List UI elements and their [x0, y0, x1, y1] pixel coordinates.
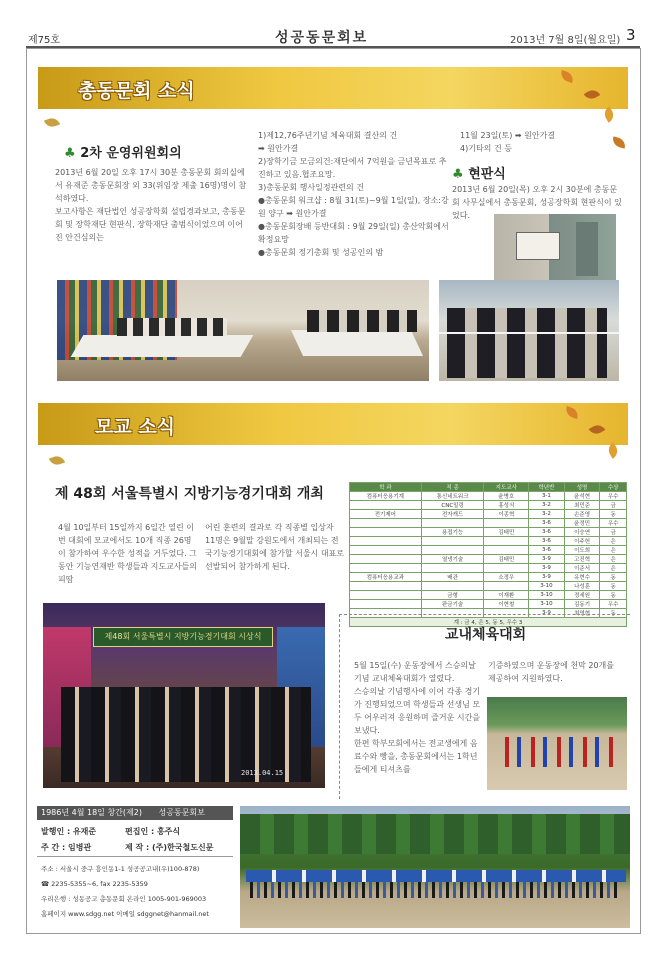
- attendees-left: [117, 318, 227, 336]
- table-row: [350, 546, 627, 555]
- table-row: [350, 582, 627, 591]
- trees: [240, 814, 630, 854]
- masthead-editor: 편집인 : 홍주식: [125, 827, 181, 836]
- article-committee-col3: 11월 23일(토) ➡ 원안가결 4)기타의 건 등: [460, 131, 556, 153]
- article-skills-col1: 4월 10일부터 15일까지 6일간 열린 이번 대회에 모교에서도 10개 직종 26명이 참가하여 우수한 성적을 거두었다. 그 동안 기능연재반 학생들과 지도교사들의 피땀: [58, 523, 198, 584]
- table-cell: 김태민: [484, 528, 529, 537]
- table-cell: 유현수: [564, 573, 600, 582]
- award-winners: [61, 687, 311, 782]
- table-cell: [350, 501, 422, 510]
- table-cell: 금: [600, 501, 627, 510]
- section-title-alumni: 총동문회 소식: [78, 80, 195, 102]
- masthead-name: 성공동문회보: [158, 808, 205, 817]
- table-cell: 동: [600, 582, 627, 591]
- table-cell: 나성훈: [564, 582, 600, 591]
- clover-icon: ♣: [452, 167, 464, 182]
- table-cell: 3-9: [529, 564, 565, 573]
- table-cell: 배관: [421, 573, 484, 582]
- table-cell: 윤석현: [564, 492, 600, 501]
- table-cell: 3-9: [529, 609, 565, 618]
- table-cell: [350, 600, 422, 609]
- article-committee-col1: 2013년 6월 20일 오후 17시 30분 총동문회 회의실에서 유재준 총동문회장 외 33(위임장 제출 16명)명이 참석하였다. 보고사항은 재단법인 성공장학회 설립경과보고, 총동문회 및 장학재단 현판식, 장학재단 출범식이었으며 이어진 안건심의는: [55, 168, 247, 242]
- table-cell: 소정우: [484, 573, 529, 582]
- masthead-maker: 제 작 : (주)한국철도신문: [125, 843, 214, 852]
- results-table-header: [350, 483, 627, 492]
- clover-icon: ♣: [64, 146, 76, 161]
- table-row: [350, 555, 627, 564]
- table-cell: [350, 555, 422, 564]
- table-cell: 우수: [600, 492, 627, 501]
- table-cell: [421, 519, 484, 528]
- table-cell: 3-10: [529, 600, 565, 609]
- results-col-header: 성명: [564, 483, 600, 492]
- results-table-footer: 계 : 금 4, 은 5, 동 5, 우수 3: [350, 618, 627, 627]
- masthead-divider: [37, 856, 233, 857]
- photo-award-ceremony: [43, 603, 325, 788]
- table-cell: 3-9: [529, 573, 565, 582]
- table-cell: 손준영: [564, 510, 600, 519]
- table-cell: 김동기: [564, 600, 600, 609]
- table-cell: 전자캐드: [421, 510, 484, 519]
- table-cell: 우수: [600, 519, 627, 528]
- table-cell: 동: [600, 510, 627, 519]
- players: [495, 737, 619, 767]
- crowd: [250, 882, 620, 898]
- photo-plaque: [494, 214, 616, 282]
- page-number: 3: [626, 26, 636, 44]
- table-cell: 3-6: [529, 528, 565, 537]
- article-sports-col2: 기증하였으며 운동장에 천막 20개를 제공하여 지원하였다.: [488, 661, 614, 683]
- table-cell: 용접기능: [421, 528, 484, 537]
- table-cell: [350, 537, 422, 546]
- table-cell: [350, 591, 422, 600]
- table-row: [350, 600, 627, 609]
- ribbon: [439, 332, 619, 334]
- table-row: [350, 501, 627, 510]
- table-cell: CNC밀링: [421, 501, 484, 510]
- table-cell: [350, 582, 422, 591]
- meeting-table-left: [71, 335, 254, 357]
- table-cell: [484, 582, 529, 591]
- photo-date-stamp: 2013.04.15: [241, 769, 284, 777]
- table-cell: 이현철: [484, 600, 529, 609]
- plaque-sign: [516, 232, 560, 260]
- table-cell: 전기제어: [350, 510, 422, 519]
- table-cell: [421, 537, 484, 546]
- table-cell: 금: [600, 528, 627, 537]
- table-cell: 은: [600, 537, 627, 546]
- table-cell: 3-1: [529, 492, 565, 501]
- masthead-founded: 1986년 4월 18일 창간(제2): [41, 808, 142, 817]
- article-committee-col2: 1)제12,76주년기념 체육대회 결산의 건 ➡ 원안가결 2)장학기금 모금의건:재단에서 7억원을 금년목표로 추진하고 있음.협조요망. 3)총동문회 행사일정관련의 건 ●총동문회 워크샵 : 8월 31(토)~9월 1일(일), 장소:강원 양구 ➡ 원안가결 ●총동문회장배 등반대회 : 9월 29일(일) 총산악회에서 확정요망 ●총동문회 정기총회 및 성공인의 밤: [258, 131, 449, 257]
- table-cell: [484, 519, 529, 528]
- table-cell: 이종혁: [484, 510, 529, 519]
- table-row: [350, 519, 627, 528]
- table-row: [350, 591, 627, 600]
- results-table: [349, 482, 627, 627]
- table-cell: 동: [600, 573, 627, 582]
- table-cell: [484, 537, 529, 546]
- table-cell: 3-9: [529, 555, 565, 564]
- table-cell: [350, 528, 422, 537]
- table-cell: [484, 564, 529, 573]
- results-col-header: 학년반: [529, 483, 565, 492]
- table-row: [350, 528, 627, 537]
- results-table-wrap: [349, 482, 627, 627]
- table-cell: 동: [600, 609, 627, 618]
- table-cell: 이재환: [484, 591, 529, 600]
- table-row: [350, 492, 627, 501]
- table-cell: 이주헌: [564, 537, 600, 546]
- table-cell: 3-2: [529, 501, 565, 510]
- results-col-header: 지도교사: [484, 483, 529, 492]
- table-cell: 컴퓨터응용기계: [350, 492, 422, 501]
- table-row: [350, 510, 627, 519]
- table-cell: 3-10: [529, 582, 565, 591]
- issue-date: 2013년 7월 8일(월요일): [510, 35, 621, 46]
- table-cell: 3-10: [529, 591, 565, 600]
- masthead-publisher: 발행인 : 유재준: [41, 827, 97, 836]
- photo-meeting: [57, 280, 429, 381]
- table-cell: [350, 519, 422, 528]
- table-cell: 3-6: [529, 537, 565, 546]
- article-heading-plaque: ♣ 현판식: [452, 167, 506, 182]
- table-cell: 열냉기술: [421, 555, 484, 564]
- article-heading-sports: 교내체육대회: [445, 627, 527, 643]
- table-row: [350, 537, 627, 546]
- ceremony-banner: 제48회 서울특별시 지방기능경기대회 시상식: [93, 627, 273, 647]
- table-cell: 우수: [600, 600, 627, 609]
- table-cell: 3-2: [529, 510, 565, 519]
- paper-name: 성공동문회보: [275, 30, 369, 46]
- article-plaque-body: 2013년 6월 20일(목) 오후 2시 30분에 총동문회 사무실에서 총동문회, 성공장학회 현판식이 있었다.: [452, 185, 622, 220]
- table-cell: 이준서: [564, 564, 600, 573]
- table-cell: 은: [600, 546, 627, 555]
- table-cell: 3-6: [529, 546, 565, 555]
- results-col-header: 학 과: [350, 483, 422, 492]
- issue-number: 제75호: [28, 35, 61, 46]
- masthead-contact: 주소 : 서울시 중구 흥인동1-1 성공공고내(우)100-878) ☎ 2235-5355~6, fax 2235-5359 우리은행 : 성동공고 총동문회 온라인 1005-901-969003 홈페이지 www.sdgg.net 이메일 sdggnet@hanmail.net: [41, 865, 209, 918]
- table-cell: 컴퓨터응용교과: [350, 573, 422, 582]
- table-cell: 윤병호: [484, 492, 529, 501]
- table-cell: 정세원: [564, 591, 600, 600]
- table-cell: [350, 564, 422, 573]
- table-cell: 고진혁: [564, 555, 600, 564]
- results-col-header: 수상: [600, 483, 627, 492]
- article-skills-col2: 어린 훈련의 결과로 각 직종별 입상자 11명은 9월말 강원도에서 개최되는 전국기능경기대회에 참가할 서울시 대표로 선발되어 참가하게 된다.: [205, 523, 345, 571]
- article-heading-skills: 제 48회 서울특별시 지방기능경기대회 개최: [55, 486, 324, 502]
- table-cell: [350, 546, 422, 555]
- table-cell: 판금기술: [421, 600, 484, 609]
- results-col-header: 직 종: [421, 483, 484, 492]
- table-cell: [484, 546, 529, 555]
- photo-sports-game: [487, 697, 627, 790]
- masthead-bar: [37, 806, 233, 820]
- tents: [246, 870, 626, 882]
- section-title-school: 모교 소식: [95, 416, 176, 438]
- table-row: [350, 573, 627, 582]
- photo-sports-field: [240, 806, 630, 928]
- masthead-chief: 주 간 : 임병관: [41, 843, 92, 852]
- photo-ribbon-cutting: [439, 280, 619, 381]
- door: [576, 222, 598, 276]
- officials: [447, 308, 607, 378]
- table-cell: 금형: [421, 591, 484, 600]
- table-cell: 최영현: [564, 609, 600, 618]
- table-cell: 통신네트워크: [421, 492, 484, 501]
- article-sports-col1: 5월 15일(수) 운동장에서 스승의날 기념 교내체육대회가 열렸다. 스승의날 기념행사에 이어 각종 경기가 진행되었으며 학생들과 선생님 모두 어우러져 응원하며 즐거운 시간을 보냈다. 한편 학부모회에서는 전교생에게 음료수와 빵을, 총동문회에서는 1학년들에게 티셔츠를: [354, 661, 481, 774]
- table-cell: 동: [600, 591, 627, 600]
- table-cell: 이도희: [564, 546, 600, 555]
- table-cell: [421, 546, 484, 555]
- table-cell: 김태민: [484, 555, 529, 564]
- table-cell: 윤정민: [564, 519, 600, 528]
- table-row: [350, 564, 627, 573]
- attendees-right: [307, 310, 417, 332]
- table-cell: 홍성식: [484, 501, 529, 510]
- table-cell: 은: [600, 555, 627, 564]
- article-heading-committee: ♣ 2차 운영위원회의: [64, 146, 182, 161]
- table-cell: 3-6: [529, 519, 565, 528]
- results-table-body: [350, 492, 627, 618]
- table-cell: 이승연: [564, 528, 600, 537]
- table-cell: 최민준: [564, 501, 600, 510]
- table-cell: [421, 564, 484, 573]
- table-cell: [421, 582, 484, 591]
- meeting-table-right: [291, 330, 423, 356]
- table-cell: 은: [600, 564, 627, 573]
